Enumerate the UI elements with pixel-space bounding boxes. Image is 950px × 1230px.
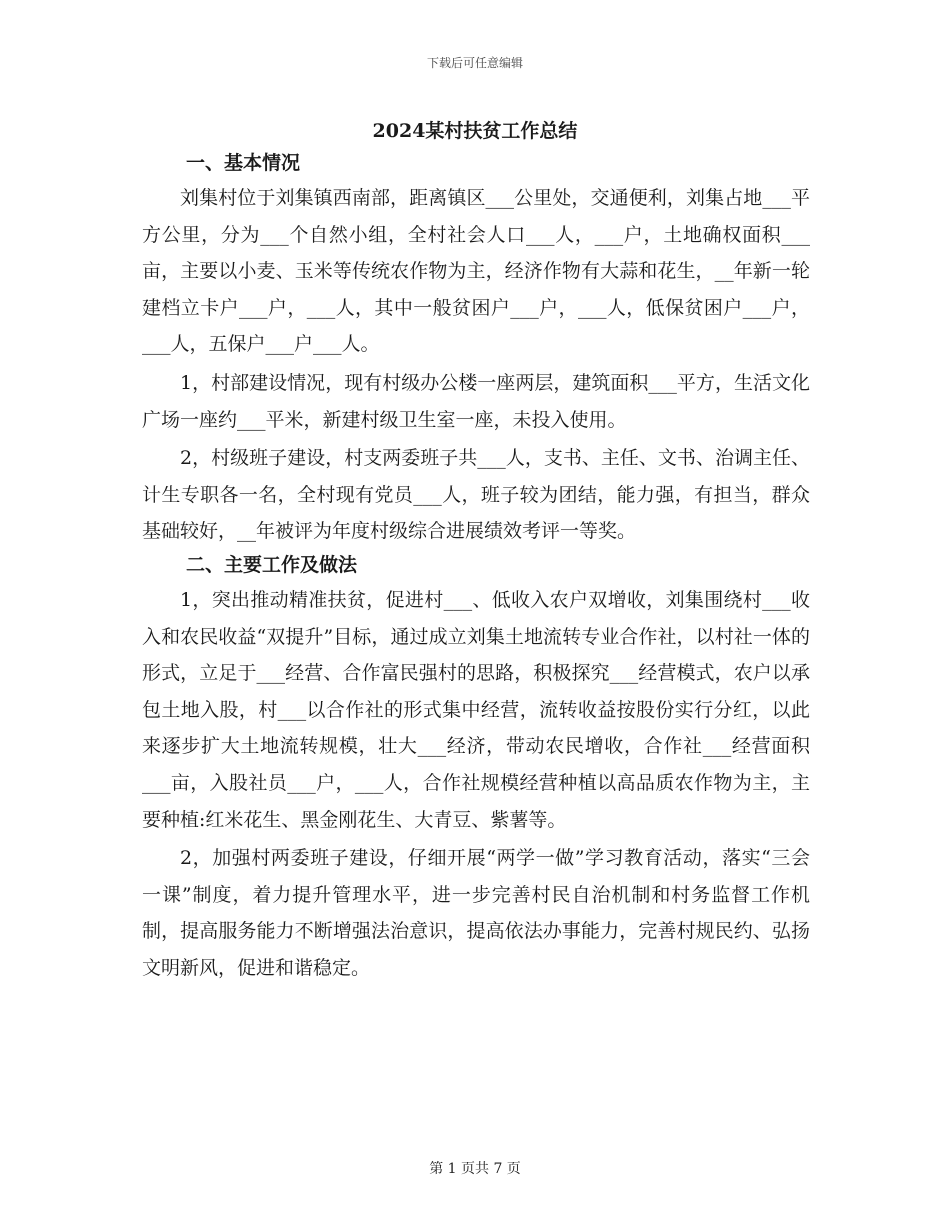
section-basic-situation (142, 150, 810, 550)
section-heading: 二、主要工作及做法 (186, 553, 358, 576)
paragraph: 1，突出推动精准扶贫，促进村___、低收入农户双增收，刘集围绕村___收入和农民收益“双提升”目标，通过成立刘集土地流转专业合作社，以村社一体的形式，立足于___经营、合作富民强村的思路，积极探究___经营模式，农户以承包土地入股，村___以合作社的形式集中经营，流转收益按股份实行分红，以此来逐步扩大土地流转规模，壮大___经济，带动农民增收，合作社___经营面积___亩，入股社员___户，___人，合作社规模经营种植以高品质农作物为主，主要种植:红米花生、黑金刚花生、大青豆、紫薯等。 (142, 588, 810, 831)
page-footer: 第 1 页共 7 页 (429, 1161, 521, 1177)
paragraph: 2，加强村两委班子建设，仔细开展“两学一做”学习教育活动，落实“三会一课”制度，着力提升管理水平，进一步完善村民自治机制和村务监督工作机制，提高服务能力不断增强法治意识，提高依法办事能力，完善村规民约、弘扬文明新风，促进和谐稳定。 (142, 847, 810, 979)
document-body (142, 150, 810, 988)
paragraph: 1，村部建设情况，现有村级办公楼一座两层，建筑面积___平方，生活文化广场一座约___平米，新建村级卫生室一座，未投入使用。 (142, 371, 810, 431)
paragraph: 刘集村位于刘集镇西南部，距离镇区___公里处，交通便利，刘集占地___平方公里，分为___个自然小组，全村社会人口___人，___户，土地确权面积___亩，主要以小麦、玉米等传统农作物为主，经济作物有大蒜和花生，__年新一轮建档立卡户___户，___人，其中一般贫困户___户，___人，低保贫困户___户，___人，五保户___户___人。 (142, 187, 810, 356)
section-heading: 一、基本情况 (186, 152, 301, 174)
document-title: 2024某村扶贫工作总结 (372, 120, 578, 142)
paragraph: 2，村级班子建设，村支两委班子共___人，支书、主任、文书、治调主任、计生专职各一名，全村现有党员___人，班子较为团结，能力强，有担当，群众基础较好，__年被评为年度村级综合进展绩效考评一等奖。 (142, 447, 810, 543)
header-note: 下载后可任意编辑 (426, 56, 523, 70)
section-main-work (142, 552, 810, 987)
